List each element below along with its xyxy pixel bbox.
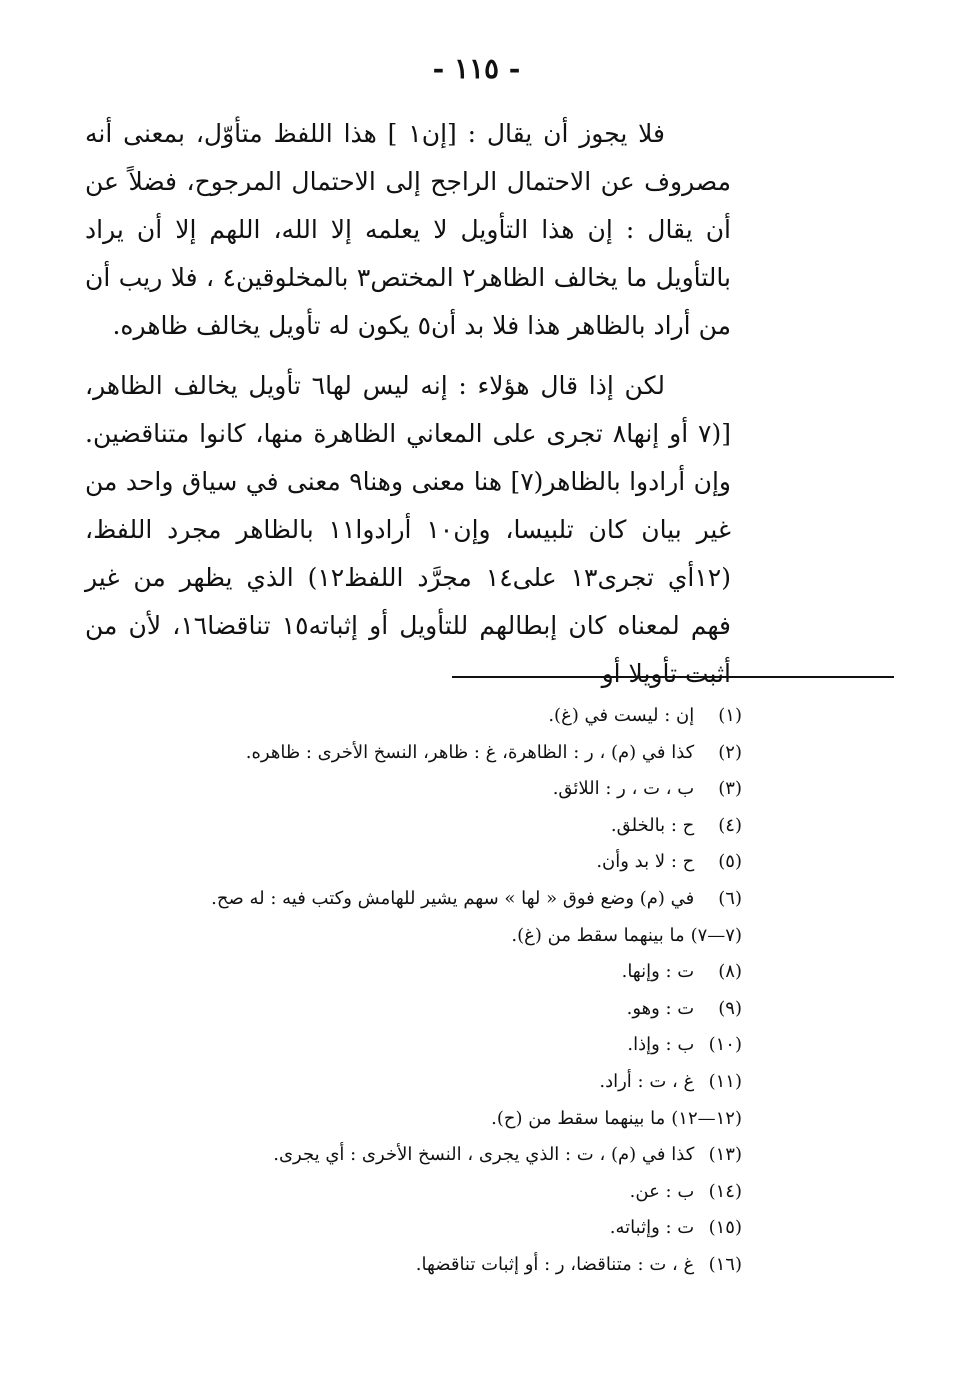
footnote-number: (١٦): [708, 1253, 742, 1275]
footnote: [120, 1137, 742, 1174]
footnote-number: (١٣): [708, 1144, 742, 1166]
footnote-text: كذا في (م) ، ت : الذي يجرى ، النسخ الأخرى : أي يجرى.: [273, 1144, 695, 1166]
footnote-number: (٢): [718, 741, 742, 763]
footnote-number: (١٢—١٢): [671, 1107, 742, 1129]
footnote-separator: [452, 676, 894, 678]
page-number: - ١١٥ -: [432, 52, 521, 85]
footnote-text: ت : وإنها.: [621, 961, 695, 983]
footnote: [120, 844, 742, 881]
footnote: [120, 735, 742, 772]
footnote: [120, 1064, 742, 1101]
footnote: [120, 1027, 742, 1064]
footnote-number: (٩): [718, 997, 742, 1019]
footnote-text: ب : وإذا.: [627, 1034, 695, 1056]
footnote-number: (٥): [718, 851, 742, 873]
paragraph-text: لكن إذا قال هؤلاء : إنه ليس لها٦ تأويل يخالف الظاهر، [(٧ أو إنها٨ تجرى على المعاني الظاهرة منها، كانوا متناقضين. وإن أرادوا بالظاهر(٧] هنا معنى وهنا٩ معنى في سياق واحد من غير بيان كان تلبيسا، وإن١٠ أرادوا١١ بالظاهر مجرد اللفظ، (١٢أي تجرى١٣ على١٤ مجرَّد اللفظ١٢) الذي يظهر من غير فهم لمعناه كان إبطالهم للتأويل أو إثباته١٥ تناقضا١٦، لأن من أثبت تأويلا أو: [85, 371, 731, 688]
footnote-number: (١٥): [708, 1217, 742, 1239]
footnote: [120, 771, 742, 808]
footnote: [120, 1210, 742, 1247]
footnote-text: ح : لا بد وأن.: [596, 851, 695, 873]
footnotes-list: [120, 698, 742, 1284]
footnote: [120, 1174, 742, 1211]
footnote-text: ما بينهما سقط من (ح).: [491, 1107, 666, 1129]
footnote: [120, 918, 742, 955]
footnote: [120, 881, 742, 918]
footnote: [120, 1101, 742, 1138]
footnote-number: (١١): [708, 1070, 742, 1092]
footnote-text: في (م) وضع فوق « لها » سهم يشير للهامش وكتب فيه : له صح.: [211, 887, 695, 909]
footnote-text: غ ، ت : متناقضا، ر : أو إثبات تناقضها.: [415, 1253, 695, 1275]
footnote-number: (١): [718, 705, 742, 726]
footnote: [120, 954, 742, 991]
footnote-number: (٤): [718, 814, 742, 836]
paragraph-text: فلا يجوز أن يقال : [إن١ ] هذا اللفظ متأوّل، بمعنى أنه مصروف عن الاحتمال الراجح إلى الاحتمال المرجوح، فضلاً عن أن يقال : إن هذا التأويل لا يعلمه إلا الله، اللهم إلا أن يراد بالتأويل ما يخالف الظاهر٢ المختص٣ بالمخلوقين٤ ، فلا ريب أن من أراد بالظاهر هذا فلا بد أن٥ يكون له تأويل يخالف ظاهره.: [85, 119, 732, 340]
footnote-text: ت : وهو.: [626, 997, 695, 1019]
footnote-text: ت : وإثباته.: [609, 1217, 695, 1239]
footnote-number: (٧—٧): [690, 924, 742, 946]
footnote-number: (٨): [718, 961, 742, 983]
paragraph: [85, 362, 731, 698]
main-text: [85, 110, 731, 710]
footnote: [120, 1247, 742, 1284]
footnote: [120, 698, 742, 735]
paragraph: [85, 110, 731, 350]
footnote-text: ب ، ت ، ر : اللائق.: [552, 778, 695, 800]
footnote: [120, 808, 742, 845]
footnote-text: إن : ليست في (غ).: [548, 705, 695, 726]
footnote-text: ما بينهما سقط من (غ).: [511, 924, 685, 946]
footnote-number: (١٠): [708, 1034, 742, 1056]
footnote-text: كذا في (م) ، ر : الظاهرة، غ : ظاهر، النسخ الأخرى : ظاهره.: [245, 741, 695, 763]
footnote-number: (١٤): [708, 1180, 742, 1202]
footnote-text: ب : عن.: [629, 1180, 695, 1202]
footnote-number: (٣): [718, 778, 742, 800]
footnote-text: ح : بالخلق.: [610, 814, 695, 836]
footnote-text: غ ، ت : أراد.: [599, 1070, 695, 1092]
footnote: [120, 991, 742, 1028]
footnote-number: (٦): [718, 887, 742, 909]
